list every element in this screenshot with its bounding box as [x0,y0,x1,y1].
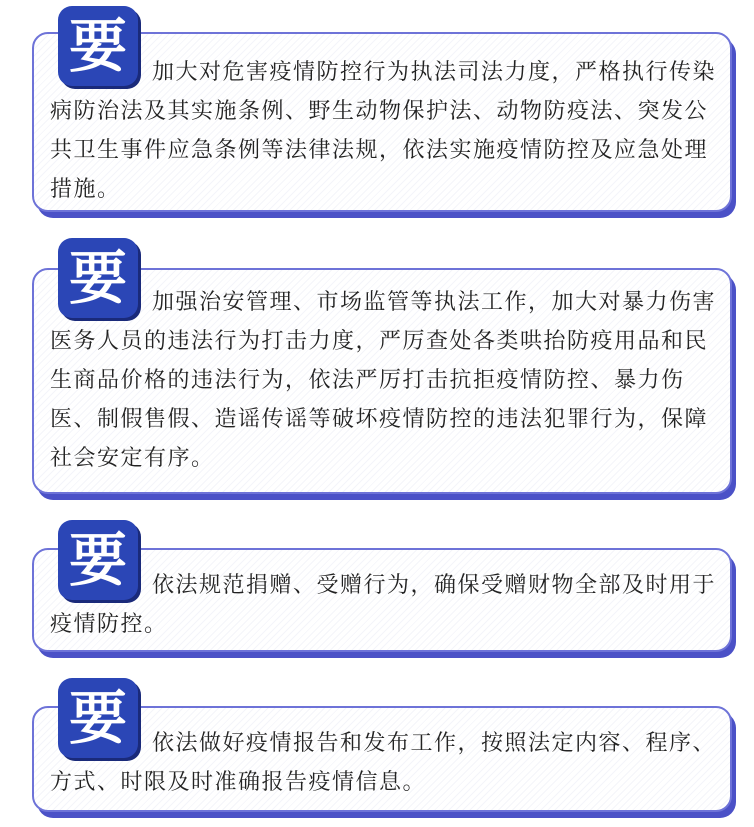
yao-badge-icon [58,520,138,600]
item-text: 依法做好疫情报告和发布工作，按照法定内容、程序、方式、时限及时准确报告疫情信息。 [50,731,717,795]
item-text: 依法规范捐赠、受赠行为，确保受赠财物全部及时用于疫情防控。 [50,573,717,637]
item-text: 加大对危害疫情防控行为执法司法力度，严格执行传染病防治法及其实施条例、野生动物保护法、动物防疫法、突发公共卫生事件应急条例等法律法规，依法实施疫情防控及应急处理措施。 [50,60,717,202]
badge-char: 要 [68,12,127,80]
badge-char: 要 [68,684,127,752]
law-item-card-2 [32,244,732,494]
law-item-card-1 [32,12,732,212]
yao-badge-icon [58,238,138,318]
yao-badge-icon [58,678,138,758]
yao-badge-icon [58,6,138,86]
badge-char: 要 [68,526,127,594]
law-item-card-4 [32,684,732,812]
item-text: 加强治安管理、市场监管等执法工作，加大对暴力伤害医务人员的违法行为打击力度，严厉查处各类哄抬防疫用品和民生商品价格的违法行为，依法严厉打击抗拒疫情防控、暴力伤医、制假售假、造谣传谣等破坏疫情防控的违法犯罪行为，保障社会安定有序。 [50,290,717,471]
badge-char: 要 [68,244,127,312]
law-item-card-3 [32,526,732,652]
